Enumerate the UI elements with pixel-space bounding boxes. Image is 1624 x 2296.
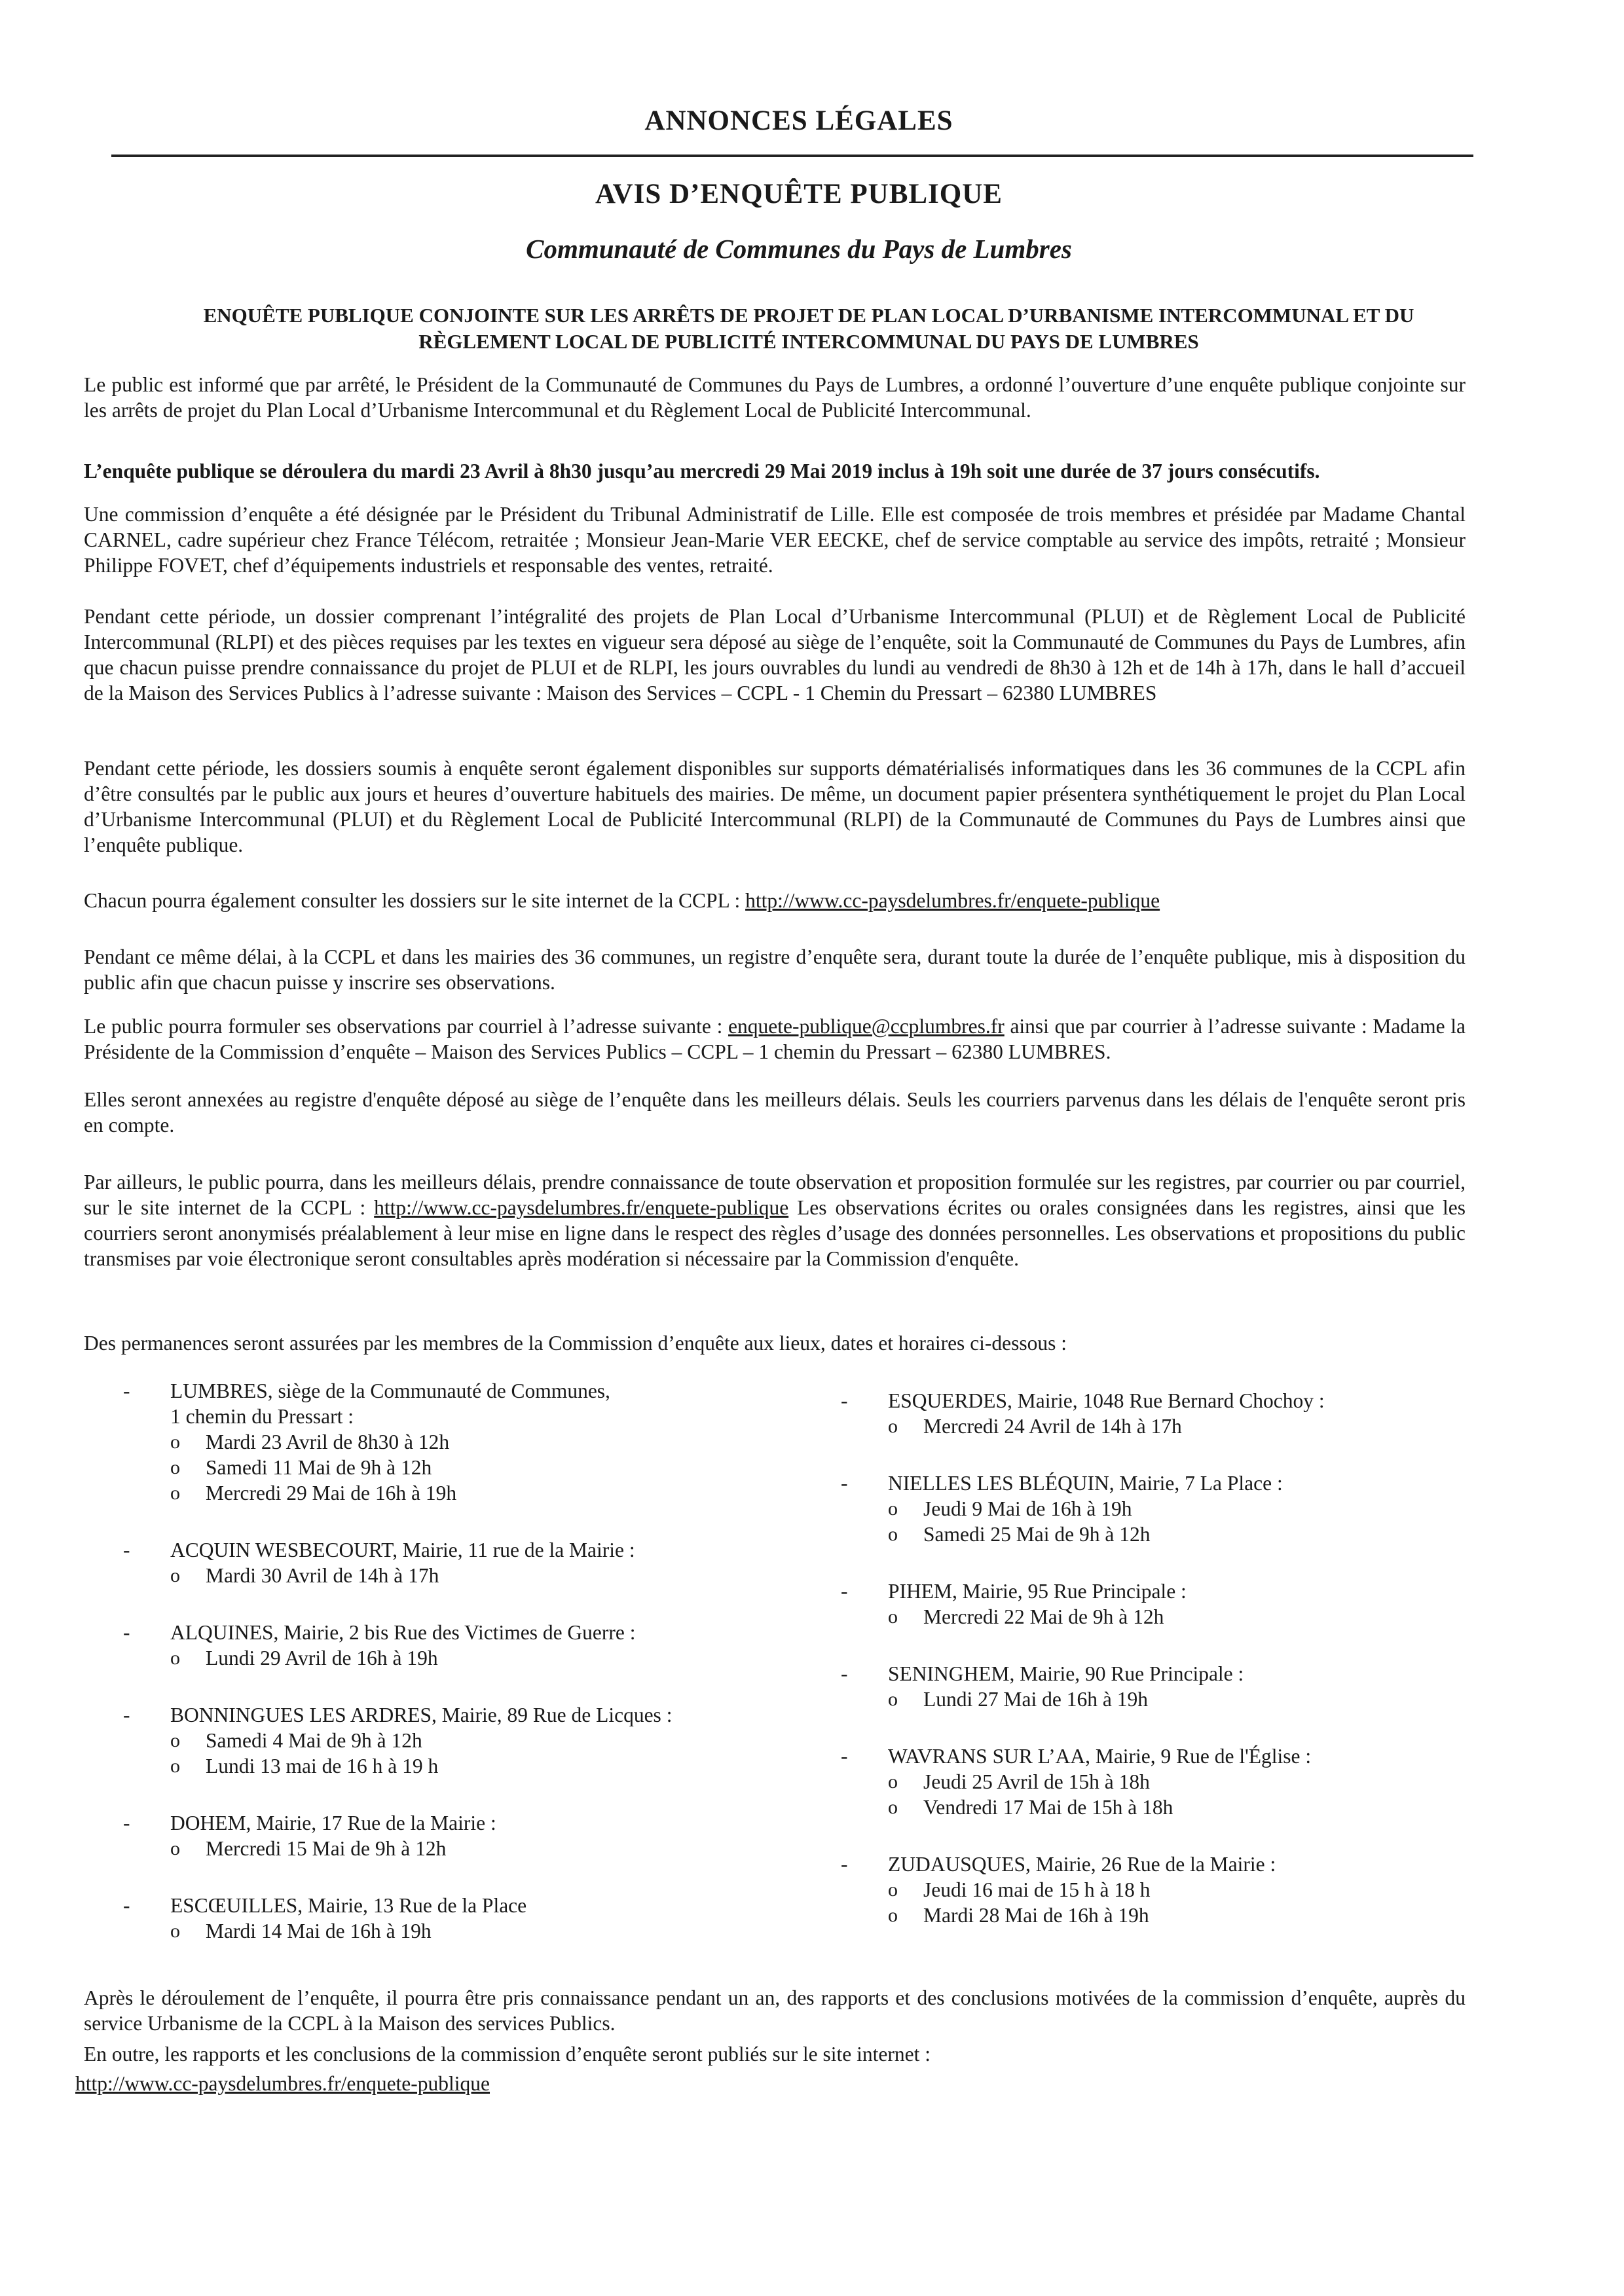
date-item: o Mardi 30 Avril de 14h à 17h	[206, 1563, 747, 1588]
permanence-site	[123, 1378, 747, 1506]
paragraph-annexees: Elles seront annexées au registre d'enquête déposé au siège de l’enquête dans les meilleurs délais. Seuls les courriers parvenus dans les délais de l'enquête seront pris en compte.	[84, 1088, 1466, 1137]
date-item: o Lundi 27 Mai de 16h à 19h	[923, 1686, 1438, 1712]
enquete-link[interactable]: http://www.cc-paysdelumbres.fr/enquete-publique	[745, 889, 1160, 912]
permanences-left-column	[123, 1378, 747, 1944]
paragraph-registre: Pendant ce même délai, à la CCPL et dans les mairies des 36 communes, un registre d’enquête sera, durant toute la durée de l’enquête publique, mis à disposition du public afin que chacun puisse y inscrire ses observations.	[84, 945, 1466, 994]
site-title: WAVRANS SUR L’AA, Mairie, 9 Rue de l'Église :	[888, 1745, 1312, 1768]
enquete-heading	[105, 302, 1513, 355]
date-item: o Samedi 11 Mai de 9h à 12h	[206, 1455, 747, 1480]
dash-bullet: -	[123, 1621, 130, 1644]
dash-bullet: -	[841, 1389, 848, 1412]
date-list	[170, 1728, 747, 1779]
dash-bullet: -	[123, 1894, 130, 1917]
permanence-site	[841, 1388, 1438, 1439]
date-list	[170, 1563, 747, 1588]
dash-bullet: -	[841, 1580, 848, 1603]
enquete-heading-line: ENQUÊTE PUBLIQUE CONJOINTE SUR LES ARRÊTS DE PROJET DE PLAN LOCAL D’URBANISME INTERCOMMUNAL ET DU	[203, 304, 1414, 327]
date-item: o Mardi 28 Mai de 16h à 19h	[923, 1903, 1438, 1928]
date-item: o Mardi 23 Avril de 8h30 à 12h	[206, 1429, 747, 1455]
paragraph-observations	[84, 1169, 1466, 1271]
enquete-link[interactable]: http://www.cc-paysdelumbres.fr/enquete-publique	[75, 2072, 490, 2095]
paragraph-text: Le public pourra formuler ses observations par courriel à l’adresse suivante :	[84, 1015, 729, 1038]
paragraph-dossier: Pendant cette période, un dossier comprenant l’intégralité des projets de Plan Local d’Urbanisme Intercommunal (PLUI) et de Règlement Local de Publicité Intercommunal (RLPI) et des pièces requises par les textes en vigueur sera déposé au siège de l’enquête, soit la Communauté de Communes du Pays de Lumbres, afin que chacun puisse prendre connaissance du projet de PLUI et de RLPI, les jours ouvrables du lundi au vendredi de 8h30 à 12h et de 14h à 17h, dans le hall d’accueil de la Maison des Services Publics à l’adresse suivante : Maison des Services – CCPL - 1 Chemin du Pressart – 62380 LUMBRES	[84, 605, 1466, 704]
date-item: o Jeudi 16 mai de 15 h à 18 h	[923, 1877, 1438, 1903]
permanence-site	[123, 1893, 747, 1944]
date-list	[888, 1877, 1438, 1928]
permanence-site	[841, 1743, 1438, 1820]
paragraph-rapports: Après le déroulement de l’enquête, il pourra être pris connaissance pendant un an, des rapports et des conclusions motivées de la commission d’enquête, auprès du service Urbanisme de la CCPL à la Maison des services Publics.	[84, 1986, 1466, 2035]
date-item: o Samedi 4 Mai de 9h à 12h	[206, 1728, 747, 1753]
permanence-site	[123, 1537, 747, 1588]
email-link[interactable]: enquete-publique@ccplumbres.fr	[728, 1015, 1005, 1038]
dash-bullet: -	[123, 1379, 130, 1402]
paragraph-dates: L’enquête publique se déroulera du mardi 23 Avril à 8h30 jusqu’au mercredi 29 Mai 2019 inclus à 19h soit une durée de 37 jours consécutifs.	[84, 460, 1320, 483]
date-list	[170, 1429, 747, 1506]
notice-subtitle: Communauté de Communes du Pays de Lumbres	[526, 234, 1072, 264]
site-title: ALQUINES, Mairie, 2 bis Rue des Victimes de Guerre :	[170, 1621, 636, 1644]
date-item: o Lundi 13 mai de 16 h à 19 h	[206, 1753, 747, 1779]
date-item: o Mercredi 15 Mai de 9h à 12h	[206, 1836, 747, 1861]
site-title: SENINGHEM, Mairie, 90 Rue Principale :	[888, 1662, 1244, 1685]
paragraph-publication: En outre, les rapports et les conclusions de la commission d’enquête seront publiés sur le site internet :	[84, 2043, 931, 2066]
site-title: ZUDAUSQUES, Mairie, 26 Rue de la Mairie :	[888, 1853, 1276, 1876]
date-item: o Jeudi 25 Avril de 15h à 18h	[923, 1769, 1438, 1795]
paragraph-text: Les observations écrites ou orales consignées dans les registres, ainsi que les courriers seront anonymisés préalablement à leur mise en ligne dans le respect des règles d’usage des données personnelles. Les observations et propositions du public transmises par voie électronique seront consultables après modération si nécessaire par la Commission d'enquête.	[84, 1196, 1466, 1270]
permanences-right-column	[841, 1388, 1438, 1928]
paragraph-permanences-intro: Des permanences seront assurées par les membres de la Commission d’enquête aux lieux, dates et horaires ci-dessous :	[84, 1332, 1067, 1355]
date-list	[888, 1769, 1438, 1820]
enquete-link[interactable]: http://www.cc-paysdelumbres.fr/enquete-publique	[374, 1196, 789, 1219]
permanence-site	[841, 1661, 1438, 1712]
date-item: o Mercredi 22 Mai de 9h à 12h	[923, 1604, 1438, 1630]
paragraph-text: Chacun pourra également consulter les dossiers sur le site internet de la CCPL :	[84, 889, 746, 912]
permanence-site	[841, 1578, 1438, 1630]
site-title: 1 chemin du Pressart :	[170, 1405, 354, 1428]
dash-bullet: -	[123, 1704, 130, 1726]
site-title: PIHEM, Mairie, 95 Rue Principale :	[888, 1580, 1187, 1603]
date-item: o Mardi 14 Mai de 16h à 19h	[206, 1918, 747, 1944]
site-title: ACQUIN WESBECOURT, Mairie, 11 rue de la Mairie :	[170, 1539, 635, 1561]
notice-title: AVIS D’ENQUÊTE PUBLIQUE	[595, 179, 1003, 210]
dash-bullet: -	[123, 1539, 130, 1561]
site-title: DOHEM, Mairie, 17 Rue de la Mairie :	[170, 1812, 496, 1834]
dash-bullet: -	[841, 1745, 848, 1768]
site-title: ESQUERDES, Mairie, 1048 Rue Bernard Chochoy :	[888, 1389, 1325, 1412]
date-list	[888, 1413, 1438, 1439]
date-item: o Mercredi 24 Avril de 14h à 17h	[923, 1413, 1438, 1439]
dash-bullet: -	[841, 1472, 848, 1495]
section-title: ANNONCES LÉGALES	[644, 105, 953, 136]
dash-bullet: -	[841, 1662, 848, 1685]
date-list	[888, 1686, 1438, 1712]
date-list	[170, 1836, 747, 1861]
paragraph-arrete: Le public est informé que par arrêté, le Président de la Communauté de Communes du Pays de Lumbres, a ordonné l’ouverture d’une enquête publique conjointe sur les arrêts de projet du Plan Local d’Urbanisme Intercommunal et du Règlement Local de Publicité Intercommunal.	[84, 373, 1466, 422]
dash-bullet: -	[123, 1812, 130, 1834]
date-item: o Lundi 29 Avril de 16h à 19h	[206, 1645, 747, 1671]
date-list	[170, 1918, 747, 1944]
permanence-site	[841, 1851, 1438, 1928]
permanence-site	[123, 1620, 747, 1671]
site-title: LUMBRES, siège de la Communauté de Communes,	[170, 1379, 610, 1402]
paragraph-commission: Une commission d’enquête a été désignée par le Président du Tribunal Administratif de Lille. Elle est composée de trois membres et présidée par Madame Chantal CARNEL, cadre supérieur chez France Télécom, retraitée ; Monsieur Jean-Marie VER EECKE, chef de service comptable au service des impôts, retraité ; Monsieur Philippe FOVET, chef d’équipements industriels et responsable des ventes, retraité.	[84, 503, 1466, 577]
header-divider	[111, 155, 1473, 157]
site-title: NIELLES LES BLÉQUIN, Mairie, 7 La Place :	[888, 1472, 1283, 1495]
date-list	[888, 1496, 1438, 1547]
date-item: o Jeudi 9 Mai de 16h à 19h	[923, 1496, 1438, 1522]
permanence-site	[123, 1810, 747, 1861]
enquete-heading-line: RÈGLEMENT LOCAL DE PUBLICITÉ INTERCOMMUNAL DU PAYS DE LUMBRES	[418, 330, 1199, 353]
date-item: o Mercredi 29 Mai de 16h à 19h	[206, 1480, 747, 1506]
date-item: o Samedi 25 Mai de 9h à 12h	[923, 1522, 1438, 1547]
paragraph-text: ainsi que par courrier à l’adresse suivante : Madame la Présidente de la Commission d’enquête – Maison des Services Publics – CCPL – 1 chemin du Pressart – 62380 LUMBRES.	[84, 1015, 1466, 1063]
date-list	[170, 1645, 747, 1671]
paragraph-text: Par ailleurs, le public pourra, dans les meilleurs délais, prendre connaissance de toute observation et proposition formulée sur les registres, par courrier ou par courriel, sur le site internet de la CCPL :	[84, 1171, 1466, 1219]
date-list	[888, 1604, 1438, 1630]
permanence-site	[123, 1702, 747, 1779]
dash-bullet: -	[841, 1853, 848, 1876]
date-item: o Vendredi 17 Mai de 15h à 18h	[923, 1795, 1438, 1820]
paragraph-site-internet	[84, 888, 1466, 913]
site-title: BONNINGUES LES ARDRES, Mairie, 89 Rue de Licques :	[170, 1704, 673, 1726]
site-title: ESCŒUILLES, Mairie, 13 Rue de la Place	[170, 1894, 527, 1917]
paragraph-courriel	[84, 1013, 1466, 1065]
paragraph-dematerialise: Pendant cette période, les dossiers soumis à enquête seront également disponibles sur supports dématérialisés informatiques dans les 36 communes de la CCPL afin d’être consultés par le public aux jours et heures d’ouverture habituels des mairies. De même, un document papier présentera synthétiquement le projet du Plan Local d’Urbanisme Intercommunal (PLUI) et du Règlement Local de Publicité Intercommunal (RLPI) de la Communauté de Communes du Pays de Lumbres ainsi que l’enquête publique.	[84, 757, 1466, 856]
permanence-site	[841, 1470, 1438, 1547]
